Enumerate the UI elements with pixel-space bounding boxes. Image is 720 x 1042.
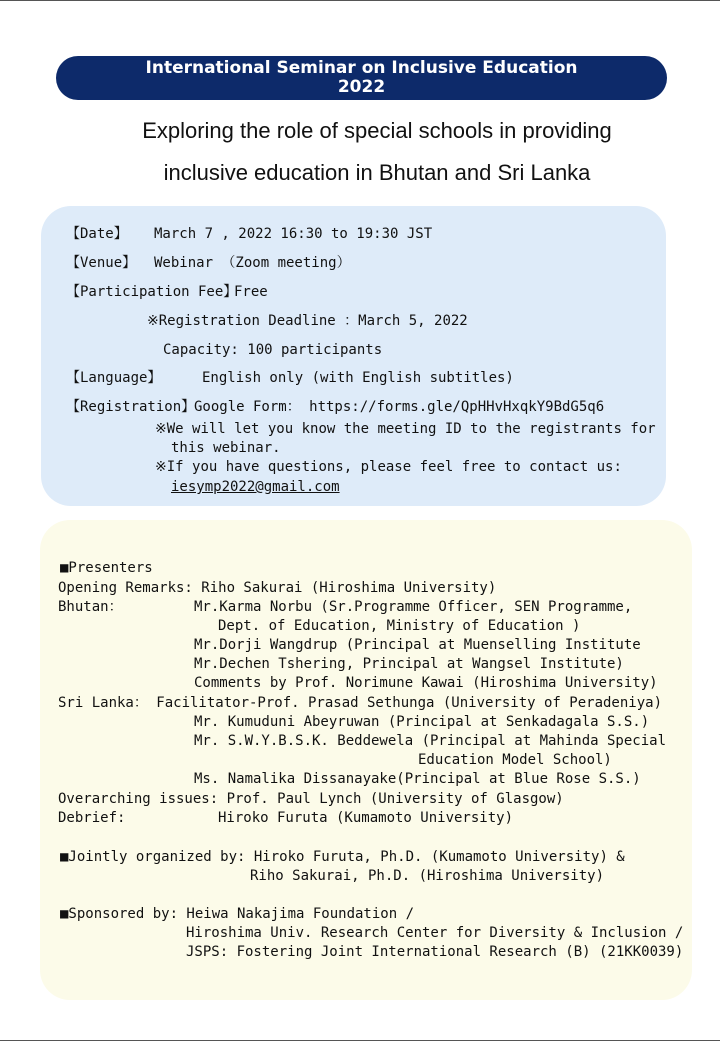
venue-label: 【Venue】 <box>66 255 137 271</box>
venue-value: Webinar （Zoom meeting） <box>154 255 351 271</box>
contact-note: ※If you have questions, please feel free to contact us: <box>155 459 622 475</box>
contact-email-link[interactable]: iesymp2022@gmail.com <box>171 479 340 495</box>
fee-value: Free <box>234 284 268 300</box>
sponsor-2: Hiroshima Univ. Research Center for Diversity & Inclusion / <box>186 925 684 941</box>
opening-remarks: Opening Remarks: Riho Sakurai (Hiroshima University) <box>58 580 497 596</box>
capacity: Capacity: 100 participants <box>163 342 383 358</box>
language-label: 【Language】 <box>66 370 162 386</box>
srilanka-presenter-1: Mr. Kumuduni Abeyruwan (Principal at Senkadagala S.S.) <box>194 714 650 730</box>
bhutan-presenter-1: Mr.Karma Norbu (Sr.Programme Officer, SEN Programme, <box>194 599 633 615</box>
subtitle-line-2: inclusive education in Bhutan and Sri Lanka <box>163 160 591 185</box>
bhutan-presenter-2: Mr.Dorji Wangdrup (Principal at Muenselling Institute <box>194 637 641 653</box>
registration-label: 【Registration】 <box>66 399 196 415</box>
srilanka-presenter-3: Ms. Namalika Dissanayake(Principal at Blue Rose S.S.) <box>194 771 641 787</box>
bhutan-presenter-1-cont: Dept. of Education, Ministry of Education ) <box>218 618 581 634</box>
meeting-id-note: ※We will let you know the meeting ID to the registrants for <box>155 421 656 437</box>
bhutan-label: Bhutan： <box>58 599 123 615</box>
banner-year: 2022 <box>337 77 386 97</box>
presenters-heading: ■Presenters <box>60 560 153 576</box>
overarching-issues: Overarching issues: Prof. Paul Lynch (University of Glasgow) <box>58 791 564 807</box>
subtitle-line-1: Exploring the role of special schools in providing <box>142 118 612 143</box>
date-label: 【Date】 <box>66 226 128 242</box>
jointly-organized: ■Jointly organized by: Hiroko Furuta, Ph.D. (Kumamoto University) & <box>60 849 625 865</box>
bhutan-presenter-3: Mr.Dechen Tshering, Principal at Wangsel Institute) <box>194 656 624 672</box>
date-value: March 7 , 2022 16:30 to 19:30 JST <box>154 226 433 242</box>
debrief-label: Debrief: <box>58 810 126 826</box>
debrief-value: Hiroko Furuta (Kumamoto University) <box>218 810 514 826</box>
meeting-id-note-cont: this webinar. <box>171 440 281 456</box>
srilanka-presenter-2: Mr. S.W.Y.B.S.K. Beddewela (Principal at Mahinda Special <box>194 733 667 749</box>
registration-form-link[interactable]: Google Form： https://forms.gle/QpHHvHxqkY9BdG5q6 <box>194 399 605 415</box>
bhutan-comments: Comments by Prof. Norimune Kawai (Hiroshima University) <box>194 675 658 691</box>
sponsored-by: ■Sponsored by: Heiwa Nakajima Foundation / <box>60 906 415 922</box>
top-border <box>0 0 720 1</box>
bottom-border <box>0 1040 720 1041</box>
language-value: English only (with English subtitles) <box>202 370 514 386</box>
banner-title: International Seminar on Inclusive Education <box>145 58 578 78</box>
jointly-organized-cont: Riho Sakurai, Ph.D. (Hiroshima University) <box>250 868 605 884</box>
srilanka-facilitator: Sri Lanka： Facilitator-Prof. Prasad Sethunga (University of Peradeniya) <box>58 695 663 711</box>
seminar-banner <box>56 56 667 100</box>
fee-label: 【Participation Fee】 <box>66 284 238 300</box>
srilanka-presenter-2-cont: Education Model School) <box>418 752 612 768</box>
registration-deadline: ※Registration Deadline ：March 5, 2022 <box>147 313 468 329</box>
sponsor-3: JSPS: Fostering Joint International Research (B) (21KK0039) <box>186 944 684 960</box>
